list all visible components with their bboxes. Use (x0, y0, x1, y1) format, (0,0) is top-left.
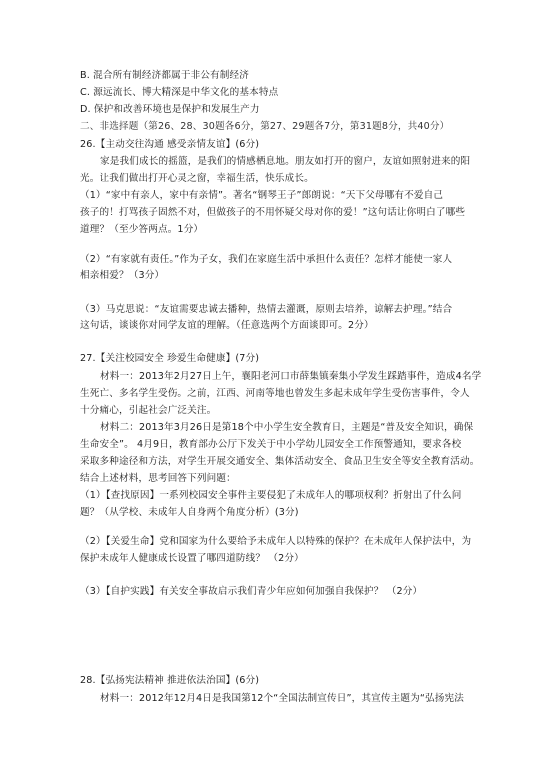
q27-material2-line-3: 采取多种途径和方法，对学生开展交通安全、集体活动安全、食品卫生安全等安全教育活动。 (80, 456, 480, 467)
q27-material2-line-2: 生命安全”。 4月9日，教育部办公厅下发关于中小学幼儿园安全工作预警通知，要求各校 (80, 439, 462, 450)
q27-part1-line-2: 题？（从学校、未成年人自身两个角度分析）(3分) (80, 507, 299, 518)
question-26-title: 26.【主动交往沟通 感受亲情友谊】(6分) (80, 139, 260, 150)
q28-material1-line-1: 材料一：2012年12月4日是我国第12个“全国法制宣传日”，其宣传主题为“弘扬宪法 (100, 693, 464, 704)
q26-part2-line-2: 相亲相爱？（3分） (80, 270, 165, 281)
section-heading: 二、非选择题（第26、28、30题各6分，第27、29题各7分，第31题8分，共40分） (80, 121, 450, 132)
q26-part2-line-1: （2）“有家就有责任。”作为子女，我们在家庭生活中承担什么责任？怎样才能使一家人 (80, 254, 453, 265)
q27-part2-line-2: 保护未成年人健康成长设置了哪四道防线？ （2分） (80, 553, 304, 564)
q27-material1-line-3: 十分痛心，引起社会广泛关注。 (80, 405, 217, 416)
q26-part1-line-2: 孩子的！打骂孩子固然不对，但做孩子的不用怀疑父母对你的爱！”这句话让你明白了哪些 (80, 207, 466, 218)
option-d: D. 保护和改善环境也是保护和发展生产力 (80, 104, 260, 115)
q26-part1-line-1: （1）“家中有亲人，家中有亲情”。著名“钢琴王子”郎朗说：“天下父母哪有不爱自己 (80, 190, 444, 201)
q26-intro-line-2: 光。让我们做出打开心灵之窗，幸福生活，快乐成长。 (80, 173, 314, 184)
q27-part2-line-1: （2）【关爱生命】党和国家为什么要给予未成年人以特殊的保护？在未成年人保护法中，为 (80, 536, 472, 547)
q27-material1-line-1: 材料一：2013年2月27日上午，襄阳老河口市薛集镇秦集小学发生踩踏事件，造成4名学 (100, 371, 482, 382)
q27-material1-line-2: 生死亡、多名学生受伤。之前，江西、河南等地也曾发生多起未成年学生受伤害事件，令人 (80, 388, 470, 399)
q27-part3-line-1: （3）【自护实践】有关安全事故启示我们青少年应如何加强自我保护？ （2分） (80, 586, 423, 597)
question-28-title: 28.【弘扬宪法精神 推进依法治国】(6分) (80, 675, 260, 686)
option-b: B. 混合所有制经济都属于非公有制经济 (80, 70, 250, 81)
q26-part3-line-1: （3）马克思说：“友谊需要忠诚去播种，热情去灌溉，原则去培养，谅解去护理。”结合 (80, 304, 453, 315)
q26-part3-line-2: 这句话，谈谈你对同学友谊的理解。（任意选两个方面谈即可。2分） (80, 320, 374, 331)
q27-material2-line-1: 材料二：2013年3月26日是第18个中小学生安全教育日，主题是“普及安全知识，确保 (100, 422, 474, 433)
q26-intro-line-1: 家是我们成长的摇篮，是我们的情感栖息地。朋友如打开的窗户，友谊如照射进来的阳 (100, 156, 471, 167)
q27-material2-line-4: 结合上述材料，思考回答下列问题： (80, 473, 236, 484)
option-c: C. 源远流长、博大精深是中华文化的基本特点 (80, 87, 279, 98)
q26-part1-line-3: 道理？（至少答两点。1分） (80, 224, 204, 235)
question-27-title: 27.【关注校园安全 珍爱生命健康】(7分) (80, 353, 260, 364)
q27-part1-line-1: （1）【查找原因】一系列校园安全事件主要侵犯了未成年人的哪项权利？折射出了什么问 (80, 490, 462, 501)
